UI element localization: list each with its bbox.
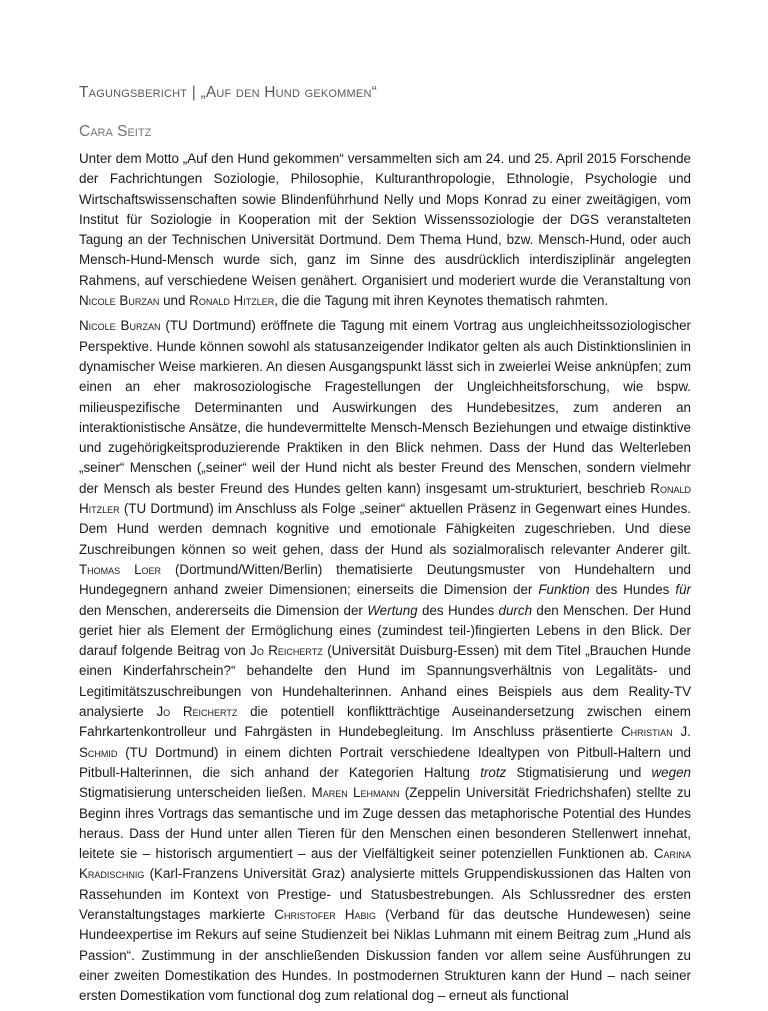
person-name: Jo Reichertz [156,704,238,720]
paragraph-text: Stigmatisierung und [516,764,642,780]
person-name: Ronald Hitzler [189,293,275,309]
paragraph-text: , die die Tagung mit ihren Keynotes thematisch rahmten. [274,293,609,309]
paragraph-text: des Hundes [422,602,495,618]
paragraph-text: (Universität Duisburg-Essen) mit dem Titel „Brauchen Hunde einen Kinderfahrschein?“ behandelte den Hund im Spannungsverhältnis von Legalitäts- und Legitimitätszuschreibungen von Hundehalterinnen. Anhand eines Beispiels aus dem Reality-TV analysierte [79,643,691,720]
paragraph-text: den Menschen. Der Hund geriet hier als Element der Ermöglichung eines (zumindest teil-)fingierten Lebens in den Blick. Der darauf folgende Beitrag von [79,602,691,659]
paragraph-text: und [163,293,186,309]
author-name: Cara Seitz [79,123,152,140]
person-name: Christofer Habig [274,906,377,922]
report-paragraph [79,316,691,1006]
person-name: Ronald Hitzler [79,480,691,517]
paragraph-text: (TU Dortmund) im Anschluss als Folge „seiner“ aktuellen Präsenz in Gegenwart eines Hundes. Dem Hund werden demnach kognitive und emotionale Fähigkeiten zugeschrieben. Und diese Zuschreibungen können so weit gehen, dass der Hund als sozialmoralisch relevanter Anderer gilt. [79,501,691,557]
document-title: Tagungsbericht | „Auf den Hund gekommen“ [79,84,377,101]
paragraph-text: Stigmatisierung unterscheiden ließen. [79,785,307,801]
paragraph-text: die potentiell konfliktträchtige Auseinandersetzung zwischen einem Fahrkartenkontrolleur und Fahrgästen in Hundebegleitung. Im Anschluss präsentierte [79,704,691,740]
paragraph-text: Unter dem Motto „Auf den Hund gekommen“ versammelten sich am 24. und 25. April 2015 Forschende der Fachrichtungen Soziologie, Philosophie, Kulturanthropologie, Ethnologie, Psychologie und Wirtschaftswissenschaften sowie Blindenführhund Nelly und Mops Konrad zu einer zweitägigen, vom Institut für Soziologie in Kooperation mit der Sektion Wissenssoziologie der DGS veranstalteten Tagung an der Technischen Universität Dortmund. Dem Thema Hund, bzw. Mensch-Hund, oder auch Mensch-Hund-Mensch wurde sich, ganz im Sinne des ausdrücklich interdisziplinär angelegten Rahmens, auf verschiedene Weisen genähert. Organisiert und moderiert wurde die Veranstaltung von [79,151,691,288]
paragraph-text: (Verband für das deutsche Hundewesen) seine Hundeexpertise im Rekurs auf seine Studienzeit bei Niklas Luhmann mit einem Beitrag zum „Hund als Passion“. Zustimmung in der anschließenden Diskussion fanden vor allem seine Ausführungen zu einer zweiten Domestikation des Hundes. In postmodernen Strukturen kann der Hund – nach seiner ersten Domestikation vom functional dog zum relational dog – erneut als functional [79,906,691,1004]
person-name: Nicole Burzan [79,293,160,309]
paragraph-text: (Zeppelin Universität Friedrichshafen) stellte zu Beginn ihres Vortrags das semantische und im Zuge dessen das metaphorische Potential des Hundes heraus. Dass der Hund unter allen Tieren für den Menschen einen besonderen Stellenwert innehat, leitete sie – historisch argumentiert – aus der Vielfältigkeit seiner potenziellen Funktionen ab. [79,785,691,862]
person-name: Jo Reichertz [250,643,323,659]
person-name: Nicole Burzan [79,318,161,334]
person-name: Maren Lehmann [311,785,400,801]
document-page [79,82,691,1011]
person-name: Christian J. Schmid [79,724,691,760]
paragraph-text: (TU Dortmund) in einem dichten Portrait verschiedene Idealtypen von Pitbull-Haltern und Pitbull-Halterinnen, die sich anhand der Kategorien Haltung [79,744,691,780]
paragraph-text: (Dortmund/Witten/Berlin) thematisierte Deutungsmuster von Hundehaltern und Hundegegnern anhand zweier Dimensionen; einerseits die Dimension der [79,561,691,598]
person-name: Thomas Loer [79,561,162,577]
paragraph-text: (Karl-Franzens Universität Graz) analysierte mittels Gruppendiskussionen das Halten von Rassehunden im Kontext von Prestige- und Statusbestrebungen. Als Schlussredner des ersten Veranstaltungstages markierte [79,866,691,922]
paragraph-text: den Menschen, andererseits die Dimension der [79,602,363,618]
intro-paragraph [79,149,691,311]
emphasis-text: wegen [651,764,691,780]
paragraph-text: des Hundes [595,582,670,598]
emphasis-text: Funktion [538,582,590,598]
paragraph-text: (TU Dortmund) eröffnete die Tagung mit einem Vortrag aus ungleichheitssoziologischer Perspektive. Hunde können sowohl als statusanzeigender Indikator gelten als auch Distinktionslinien in dynamischer Weise markieren. An diesen Ausgangspunkt lässt sich in zweierlei Weise anknüpfen; zum einen an eher makrosoziologische Fragestellungen der Ungleichheitsforschung, wie bspw. milieuspezifische Determinanten und Auswirkungen des Hundebesitzes, zum anderen an interaktionistische Ansätze, die hundevermittelte Mensch-Mensch Beziehungen und etwaige distinktive und zugehörigkeitsproduzierende Praktiken in den Blick nehmen. Dass der Hund das Welterleben „seiner“ Menschen („seiner“ weil der Hund nicht als bester Freund des Menschen, sondern vielmehr der Mensch als bester Freund des Hundes gelten kann) insgesamt um-strukturiert, beschrieb [79,318,691,496]
emphasis-text: für [675,582,691,598]
emphasis-text: trotz [480,764,507,780]
emphasis-text: Wertung [367,602,418,618]
emphasis-text: durch [498,602,533,618]
person-name: Carina Kradischnig [79,846,691,882]
